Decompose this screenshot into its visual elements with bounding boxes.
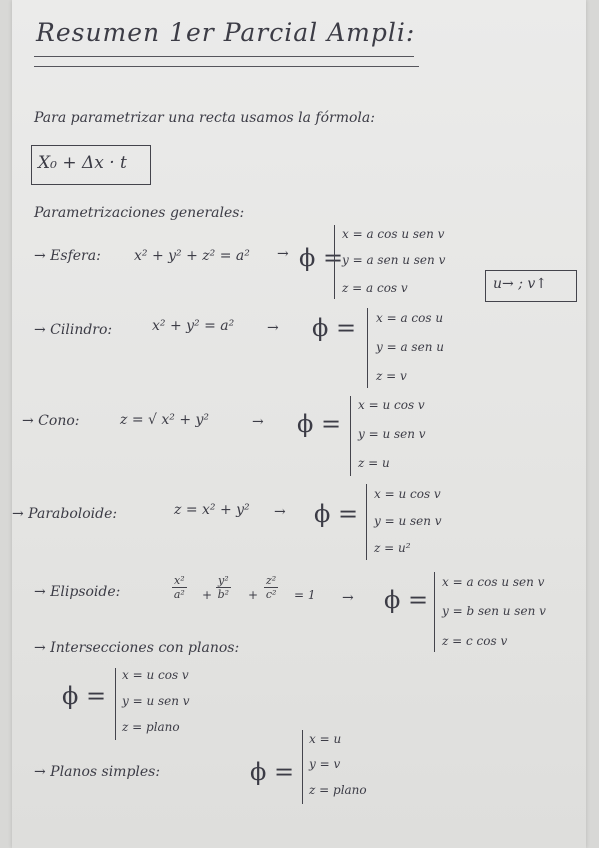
esfera-x: x = a cos u sen v [342, 227, 445, 241]
general-heading: Parametrizaciones generales: [34, 205, 245, 221]
planos-phi: ϕ = [250, 758, 295, 786]
intersecciones-x: x = u cos v [122, 668, 189, 682]
esfera-phi: ϕ = [299, 244, 344, 272]
cono-y: y = u sen v [358, 427, 426, 441]
paraboloide-brace [366, 484, 367, 560]
title-underline-1 [34, 56, 414, 57]
cilindro-z: z = v [376, 369, 407, 383]
page-title: Resumen 1er Parcial Ampli: [36, 18, 416, 47]
elipsoide-term-x [172, 574, 187, 601]
cono-arrow: → [252, 414, 264, 430]
esfera-equation: x² + y² + z² = a² [134, 248, 250, 264]
planos-x: x = u [309, 732, 342, 746]
elipsoide-y: y = b sen u sen v [442, 604, 546, 618]
paraboloide-label: → Paraboloide: [12, 506, 118, 522]
cilindro-brace [367, 308, 368, 388]
cilindro-y: y = a sen u [376, 340, 444, 354]
cilindro-arrow: → [267, 320, 279, 336]
cilindro-label: → Cilindro: [34, 322, 113, 338]
elipsoide-x: x = a cos u sen v [442, 575, 545, 589]
elipsoide-phi: ϕ = [384, 586, 429, 614]
elipsoide-plus-1: + [202, 588, 213, 602]
line-formula: X₀ + Δx · t [38, 153, 127, 173]
elipsoide-term-y [216, 574, 231, 601]
elipsoide-equals: = 1 [294, 588, 316, 602]
planos-label: → Planos simples: [34, 764, 161, 780]
cono-phi: ϕ = [297, 410, 342, 438]
intersecciones-label: → Intersecciones con planos: [34, 640, 240, 656]
cono-label: → Cono: [22, 413, 80, 429]
paraboloide-x: x = u cos v [374, 487, 441, 501]
elipsoide-term-z [264, 574, 278, 601]
elipsoide-brace [434, 572, 435, 652]
paraboloide-z: z = u² [374, 541, 411, 555]
planos-z: z = plano [309, 783, 367, 797]
elipsoide-arrow: → [342, 590, 354, 606]
intersecciones-y: y = u sen v [122, 694, 190, 708]
paraboloide-phi: ϕ = [314, 500, 359, 528]
elipsoide-x-den: a² [173, 588, 185, 601]
elipsoide-z-den: c² [265, 588, 277, 601]
intersecciones-z: z = plano [122, 720, 180, 734]
cilindro-phi: ϕ = [312, 314, 357, 342]
elipsoide-z: z = c cos v [442, 634, 508, 648]
paraboloide-arrow: → [274, 504, 286, 520]
paraboloide-y: y = u sen v [374, 514, 442, 528]
paraboloide-equation: z = x² + y² [174, 502, 250, 518]
cono-brace [350, 396, 351, 476]
planos-brace [302, 730, 303, 804]
notebook-page [12, 0, 586, 848]
cono-z: z = u [358, 456, 390, 470]
planos-y: y = v [309, 757, 341, 771]
esfera-z: z = a cos v [342, 281, 408, 295]
esfera-brace [334, 225, 335, 299]
cilindro-x: x = a cos u [376, 311, 444, 325]
elipsoide-y-num: y² [218, 574, 229, 587]
esfera-y: y = a sen u sen v [342, 253, 446, 267]
elipsoide-z-num: z² [266, 574, 277, 587]
esfera-note: u→ ; v↑ [493, 276, 548, 292]
elipsoide-y-den: b² [217, 588, 230, 601]
intersecciones-phi: ϕ = [62, 682, 107, 710]
elipsoide-plus-2: + [248, 588, 259, 602]
esfera-label: → Esfera: [34, 248, 101, 264]
intersecciones-brace [115, 668, 116, 740]
elipsoide-x-num: x² [174, 574, 185, 587]
cono-x: x = u cos v [358, 398, 425, 412]
title-underline-2 [34, 66, 419, 67]
intro-text: Para parametrizar una recta usamos la fórmola: [34, 110, 375, 126]
cilindro-equation: x² + y² = a² [152, 318, 235, 334]
cono-equation: z = √ x² + y² [120, 412, 210, 428]
esfera-arrow: → [277, 246, 289, 262]
elipsoide-label: → Elipsoide: [34, 584, 121, 600]
